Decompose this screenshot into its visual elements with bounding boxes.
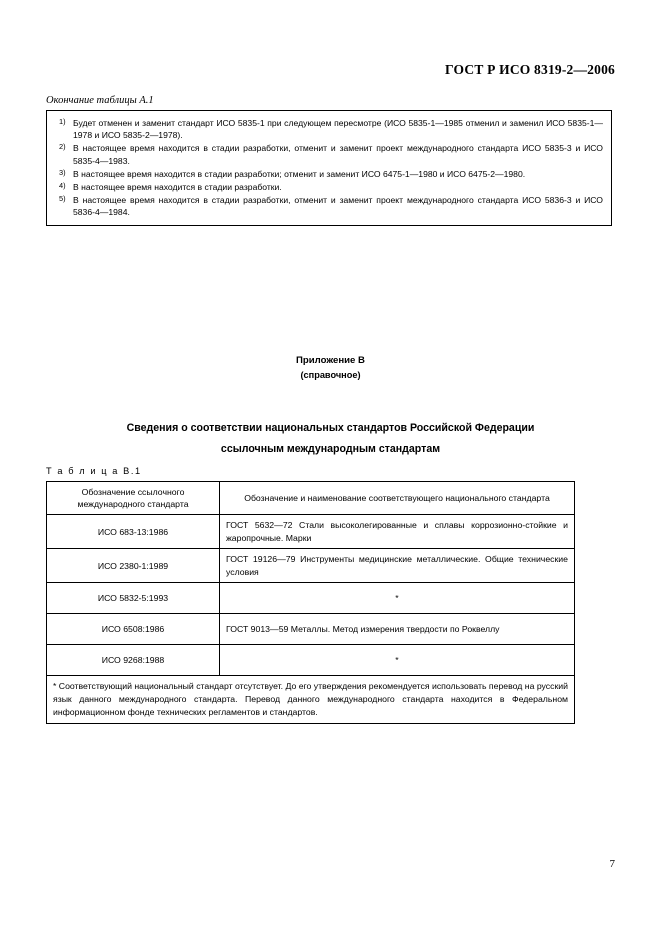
section-heading-line2: ссылочным международным стандартам: [220, 443, 441, 455]
table-row: [47, 583, 575, 614]
table-row: [47, 614, 575, 645]
note-marker: 4): [59, 181, 66, 191]
table-note: [53, 142, 603, 166]
note-text: В настоящее время находится в стадии разработки.: [73, 182, 282, 193]
table-row: [47, 549, 575, 583]
table-row: [47, 515, 575, 549]
table-label: Т а б л и ц а В.1: [46, 466, 142, 476]
appendix-subtitle: (справочное): [300, 370, 361, 380]
note-marker: 3): [59, 167, 66, 177]
table-row: [47, 645, 575, 676]
cell-national: ГОСТ 5632—72 Стали высоколегированные и сплавы коррозионно-стойкие и жаропрочные. Марки: [220, 515, 575, 549]
table-continuation-caption: Окончание таблицы А.1: [46, 95, 154, 106]
cell-iso: ИСО 2380-1:1989: [47, 549, 220, 583]
cell-iso: ИСО 5832-5:1993: [47, 583, 220, 614]
cell-iso: ИСО 6508:1986: [47, 614, 220, 645]
note-text: В настоящее время находится в стадии разработки; отменит и заменит ИСО 6475-1—1980 и ИСО 6475-2—1980.: [73, 168, 526, 179]
table-note: [53, 181, 603, 193]
table-footnote-row: [47, 676, 575, 724]
note-marker: 1): [59, 117, 66, 126]
cell-national: ГОСТ 9013—59 Металлы. Метод измерения твердости по Роквеллу: [220, 614, 575, 645]
note-text: В настоящее время находится в стадии разработки, отменит и заменит проект международного стандарта ИСО 5835-3 и ИСО 5835-4—1983.: [73, 143, 603, 166]
note-marker: 5): [59, 194, 66, 204]
table-footnote: * Соответствующий национальный стандарт отсутствует. До его утверждения рекомендуется использовать перевод на русский язык данного международного стандарта. Перевод данного международного стандарта находится в Федеральном информационном фонде технических регламентов и стандартов.: [47, 676, 575, 724]
section-heading: [0, 418, 661, 460]
page-number: 7: [609, 858, 615, 870]
table-note: [53, 194, 603, 218]
note-text: В настоящее время находится в стадии разработки, отменит и заменит проект международного стандарта ИСО 5836-3 и ИСО 5836-4—1984.: [73, 195, 603, 218]
cell-iso: ИСО 9268:1988: [47, 645, 220, 676]
table-note: [53, 168, 603, 180]
section-heading-line1: Сведения о соответствии национальных стандартов Российской Федерации: [126, 422, 535, 434]
cell-iso: ИСО 683-13:1986: [47, 515, 220, 549]
appendix-title: Приложение В: [296, 355, 365, 366]
cell-national: *: [220, 645, 575, 676]
table-note: [53, 117, 603, 141]
cell-national: ГОСТ 19126—79 Инструменты медицинские металлические. Общие технические условия: [220, 549, 575, 583]
column-header-iso: Обозначение ссылочного международного стандарта: [47, 482, 220, 515]
note-marker: 2): [59, 142, 66, 152]
page-header-standard-number: ГОСТ Р ИСО 8319-2—2006: [445, 62, 615, 77]
cell-national: *: [220, 583, 575, 614]
table-header-row: [47, 482, 575, 515]
table-notes-box: [46, 110, 612, 226]
correspondence-table: [46, 481, 575, 724]
note-text: Будет отменен и заменит стандарт ИСО 5835-1 при следующем пересмотре (ИСО 5835-1—1985 отменил и заменил ИСО 5835-1—1978 и ИСО 5835-2—1978).: [73, 118, 603, 141]
column-header-national: Обозначение и наименование соответствующего национального стандарта: [220, 482, 575, 515]
